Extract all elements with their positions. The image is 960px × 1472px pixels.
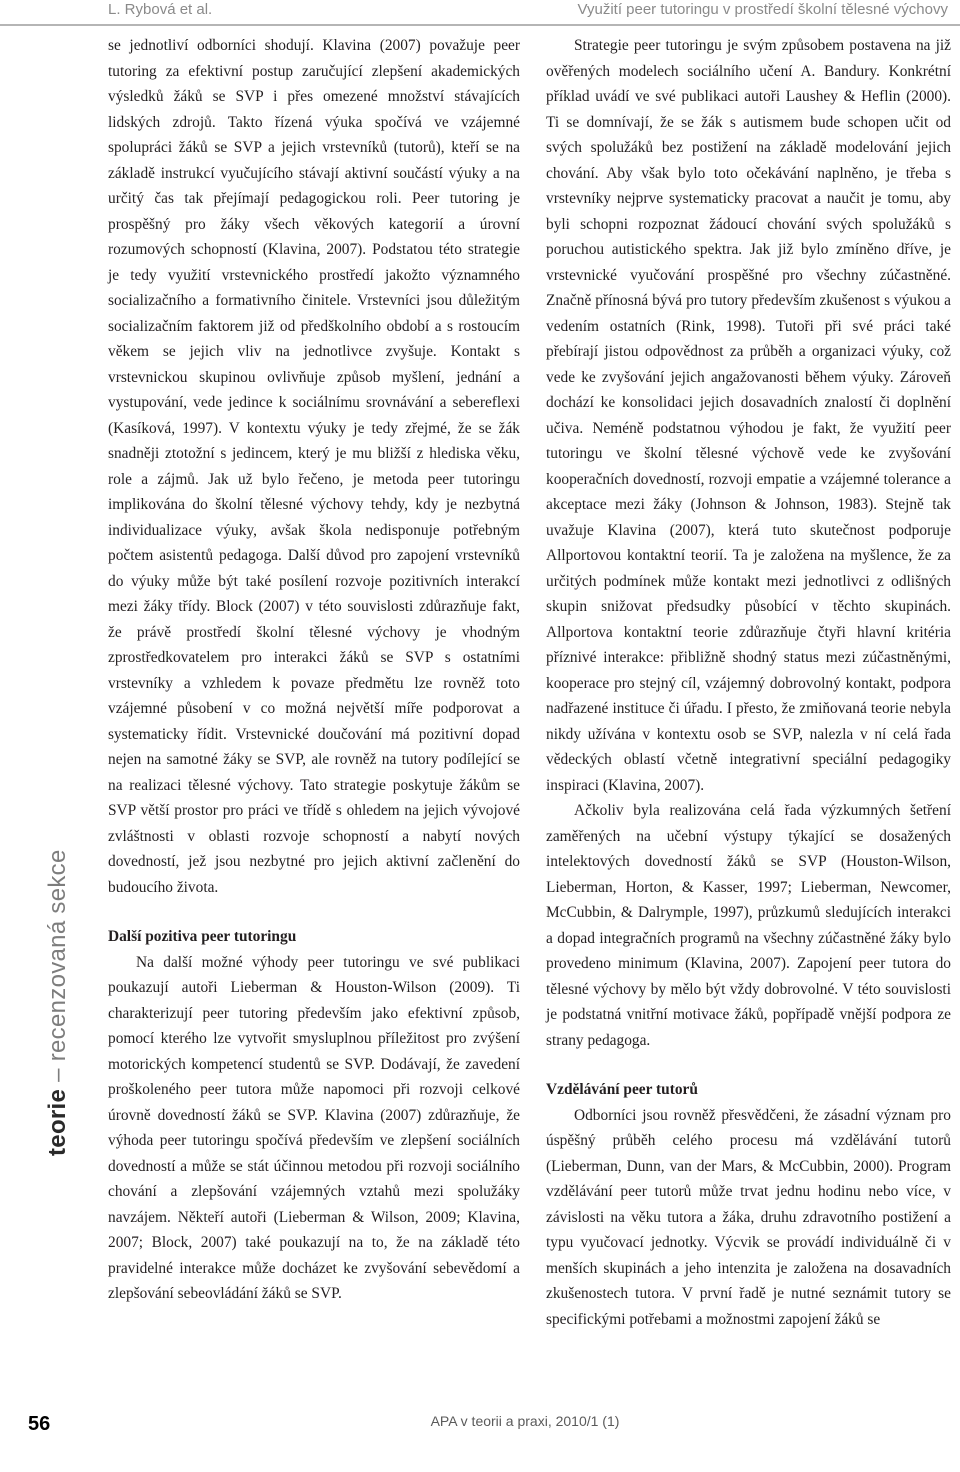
left-paragraph-2: Na další možné výhody peer tutoringu ve své publikaci poukazují autoři Lieberman & Houston-Wilson (2009). Ti charakterizují peer tutoring především jako efektivní způsob, pomocí kterého lze vytvořit smysluplnou příležitost pro zvýšení motorických kompetencí studentů se SVP. Dodávají, že zavedení proškoleného peer tutora může napomoci při rozvoji celkové úrovně dovedností žáků se SVP. Klavina (2007) zdůrazňuje, že výhoda peer tutoringu spočívá především ve zlepšení sociálních dovedností a může se stát účinnou metodou při rozvoji sociálního chování a zlepšování vzájemných vztahů mezi spolužáky navzájem. Někteří autoři (Lieberman & Wilson, 2009; Klavina, 2007; Block, 2007) také poukazují na to, že na základě této pravidelné interakce může docházet ke zvyšování sebevědomí a zlepšování sebeovládání žáků se SVP. xyxy=(108,953,520,1302)
right-paragraph-1: Strategie peer tutoringu je svým způsobem postavena na již ověřených modelech sociálního učení A. Bandury. Konkrétní příklad uvádí ve své publikaci autoři Laushey & Heflin (2000). Ti se domnívají, že se žák s autismem bude schopen učit od svých spolužáků bez postižení na základě modelování jejich chování. Aby však bylo toto očekávání naplněno, je třeba s vrstevníky nejprve systematicky pracovat a naučit je tomu, aby byli schopni rozpoznat žádoucí chování svých spolužáků s poruchou autistického spektra. Jak již bylo zmíněno dříve, je vrstevnické vyučování prospěšné pro všechny zúčastněné. Značně přínosná bývá pro tutory především zkušenost s výukou a vedením ostatních (Rink, 1998). Tutoři při své práci také přebírají jistou odpovědnost za průběh a organizaci výuky, což vede ke zvyšování jejich angažovanosti během výuky. Zároveň dochází ke konsolidaci jejich dosavadních znalostí či doplnění učiva. Neméně podstatnou výhodou je fakt, že využití peer tutoringu ve školní tělesné výchově vede ke zvyšování kooperačních dovedností, rozvoji empatie a vzájemné tolerance a akceptace mezi žáky (Johnson & Johnson, 1983). Stejně tak uvažuje Klavina (2007), která tuto skutečnost podporuje Allportovou kontaktní teorií. Ta je založena na myšlence, že za určitých podmínek může kontakt mezi jednotlivci z odlišných skupin snižovat předsudky působící v těchto skupinách. Allportova kontaktní teorie zdůrazňuje čtyři hlavní kritéria příznivé interakce: přibližně shodný status mezi zúčastněnými, kooperace pro stejný cíl, vzájemný dobrovolný kontakt, podpora nadřazené instituce či úřadu. I přesto, že zmiňovaná teorie nebyla nikdy užívána v kontextu osob se SVP, nalezla v ní celá řada vědeckých oblastí včetně integrativní speciální pedagogiky inspiraci (Klavina, 2007). xyxy=(546,37,951,794)
page-number: 56 xyxy=(28,1413,51,1435)
section-heading-tutor-training: Vzdělávání peer tutorů xyxy=(546,1081,698,1098)
left-paragraph-1: se jednotliví odborníci shodují. Klavina (2007) považuje peer tutoring za efektivní postup zaručující zlepšení akademických výsledků žáků se SVP i přes omezené množství stávajících lidských zdrojů. Takto řízená výuka spočívá ve vzájemné spolupráci žáků se SVP a jejich vrstevníků (tutorů), kteří se na základě instrukcí vyučujícího stávají aktivní součástí výuky a na určitý čas tak přejímají pedagogickou roli. Peer tutoring je prospěšný pro žáky všech věkových kategorií a úrovní rozumových schopností (Klavina, 2007). Podstatou této strategie je tedy využití vrstevnického prostředí jakožto významného socializačního a formativního činitele. Vrstevníci jsou důležitým socializačním faktorem již od předškolního období a s rostoucím věkem se jejich vliv na jednotlivce zvyšuje. Kontakt s vrstevnickou skupinou ovlivňuje způsob myšlení, jednání a vystupování, vede jedince k sociálnímu srovnávání a sebereflexi (Kasíková, 1997). V kontextu výuky je tedy zřejmé, že se žák snadněji ztotožní s jedincem, který je mu bližší z hlediska věku, role a zájmů. Jak už bylo řečeno, je metoda peer tutoringu implikována do školní tělesné výchovy tehdy, kdy je nezbytná individualizace výuky, avšak škola nedisponuje potřebným počtem asistentů pedagoga. Další důvod pro zapojení vrstevníků do výuky může být také posílení rozvoje pozitivních interakcí mezi žáky třídy. Block (2007) v této souvislosti zdůrazňuje fakt, že právě prostředí školní tělesné výchovy je vhodným zprostředkovatelem pro interakci žáků se SVP s ostatními vrstevníky a vzhledem k povaze předmětu lze rovněž toto vzájemné působení v co možná největší míře podporovat a systematicky řídit. Vrstevnické doučování má pozitivní dopad nejen na samotné žáky se SVP, ale rovněž na tutory podílející se na realizaci tělesné výchovy. Tato strategie poskytuje žákům se SVP větší prostor pro práci ve třídě s ohledem na jejich vývojové zvláštnosti v oblasti rozvoje schopností a nabytí nových dovedností, jež jsou nezbytné pro jejich aktivní začlenění do budoucího života. xyxy=(108,37,520,896)
section-sidebar xyxy=(0,26,86,1472)
right-paragraph-2: Ačkoliv byla realizována celá řada výzkumných šetření zaměřených na učební výstupy týkající se dosažených intelektových dovedností žáků se SVP (Houston-Wilson, Lieberman, Horton, & Kasser, 1997; Lieberman, Newcomer, McCubbin, & Dalrymple, 1997), průzkumů sledujících interakci a dopad integračních programů na všechny zúčastněné žáky bylo provedeno minimum (Klavina, 2007). Zapojení peer tutora do tělesné výchovy by mělo být vždy dobrovolné. V této souvislosti je podstatná vnitřní motivace žáků, popřípadě vnější podpora ze strany pedagoga. xyxy=(546,802,951,1049)
header-authors: L. Rybová et al. xyxy=(108,1,213,18)
right-column xyxy=(546,33,951,1332)
left-column xyxy=(108,33,520,1307)
running-header xyxy=(0,0,960,24)
section-label-rest: – recenzovaná sekce xyxy=(44,849,71,1089)
section-heading-benefits: Další pozitiva peer tutoringu xyxy=(108,928,297,945)
journal-footer: APA v teorii a praxi, 2010/1 (1) xyxy=(430,1413,620,1429)
header-divider xyxy=(0,24,960,26)
header-title: Využití peer tutoringu v prostředí školní tělesné výchovy xyxy=(577,1,948,18)
section-label-bold: teorie xyxy=(44,1088,71,1156)
section-label xyxy=(44,849,72,1156)
right-paragraph-3: Odborníci jsou rovněž přesvědčeni, že zásadní význam pro úspěšný průběh celého procesu má vzdělávání tutorů (Lieberman, Dunn, van der Mars, & McCubbin, 2000). Program vzdělávání peer tutorů může trvat jednu hodinu nebo více, v závislosti na věku tutora a žáka, druhu zdravotního postižení a typu vyučovací jednotky. Výcvik se provádí individuálně či v menších skupinách a jeho intenzita je založena na dosavadních zkušenostech tutora. V první řadě je nutné seznámit tutory se specifickými potřebami a možnostmi zapojení žáků se xyxy=(546,1106,951,1328)
